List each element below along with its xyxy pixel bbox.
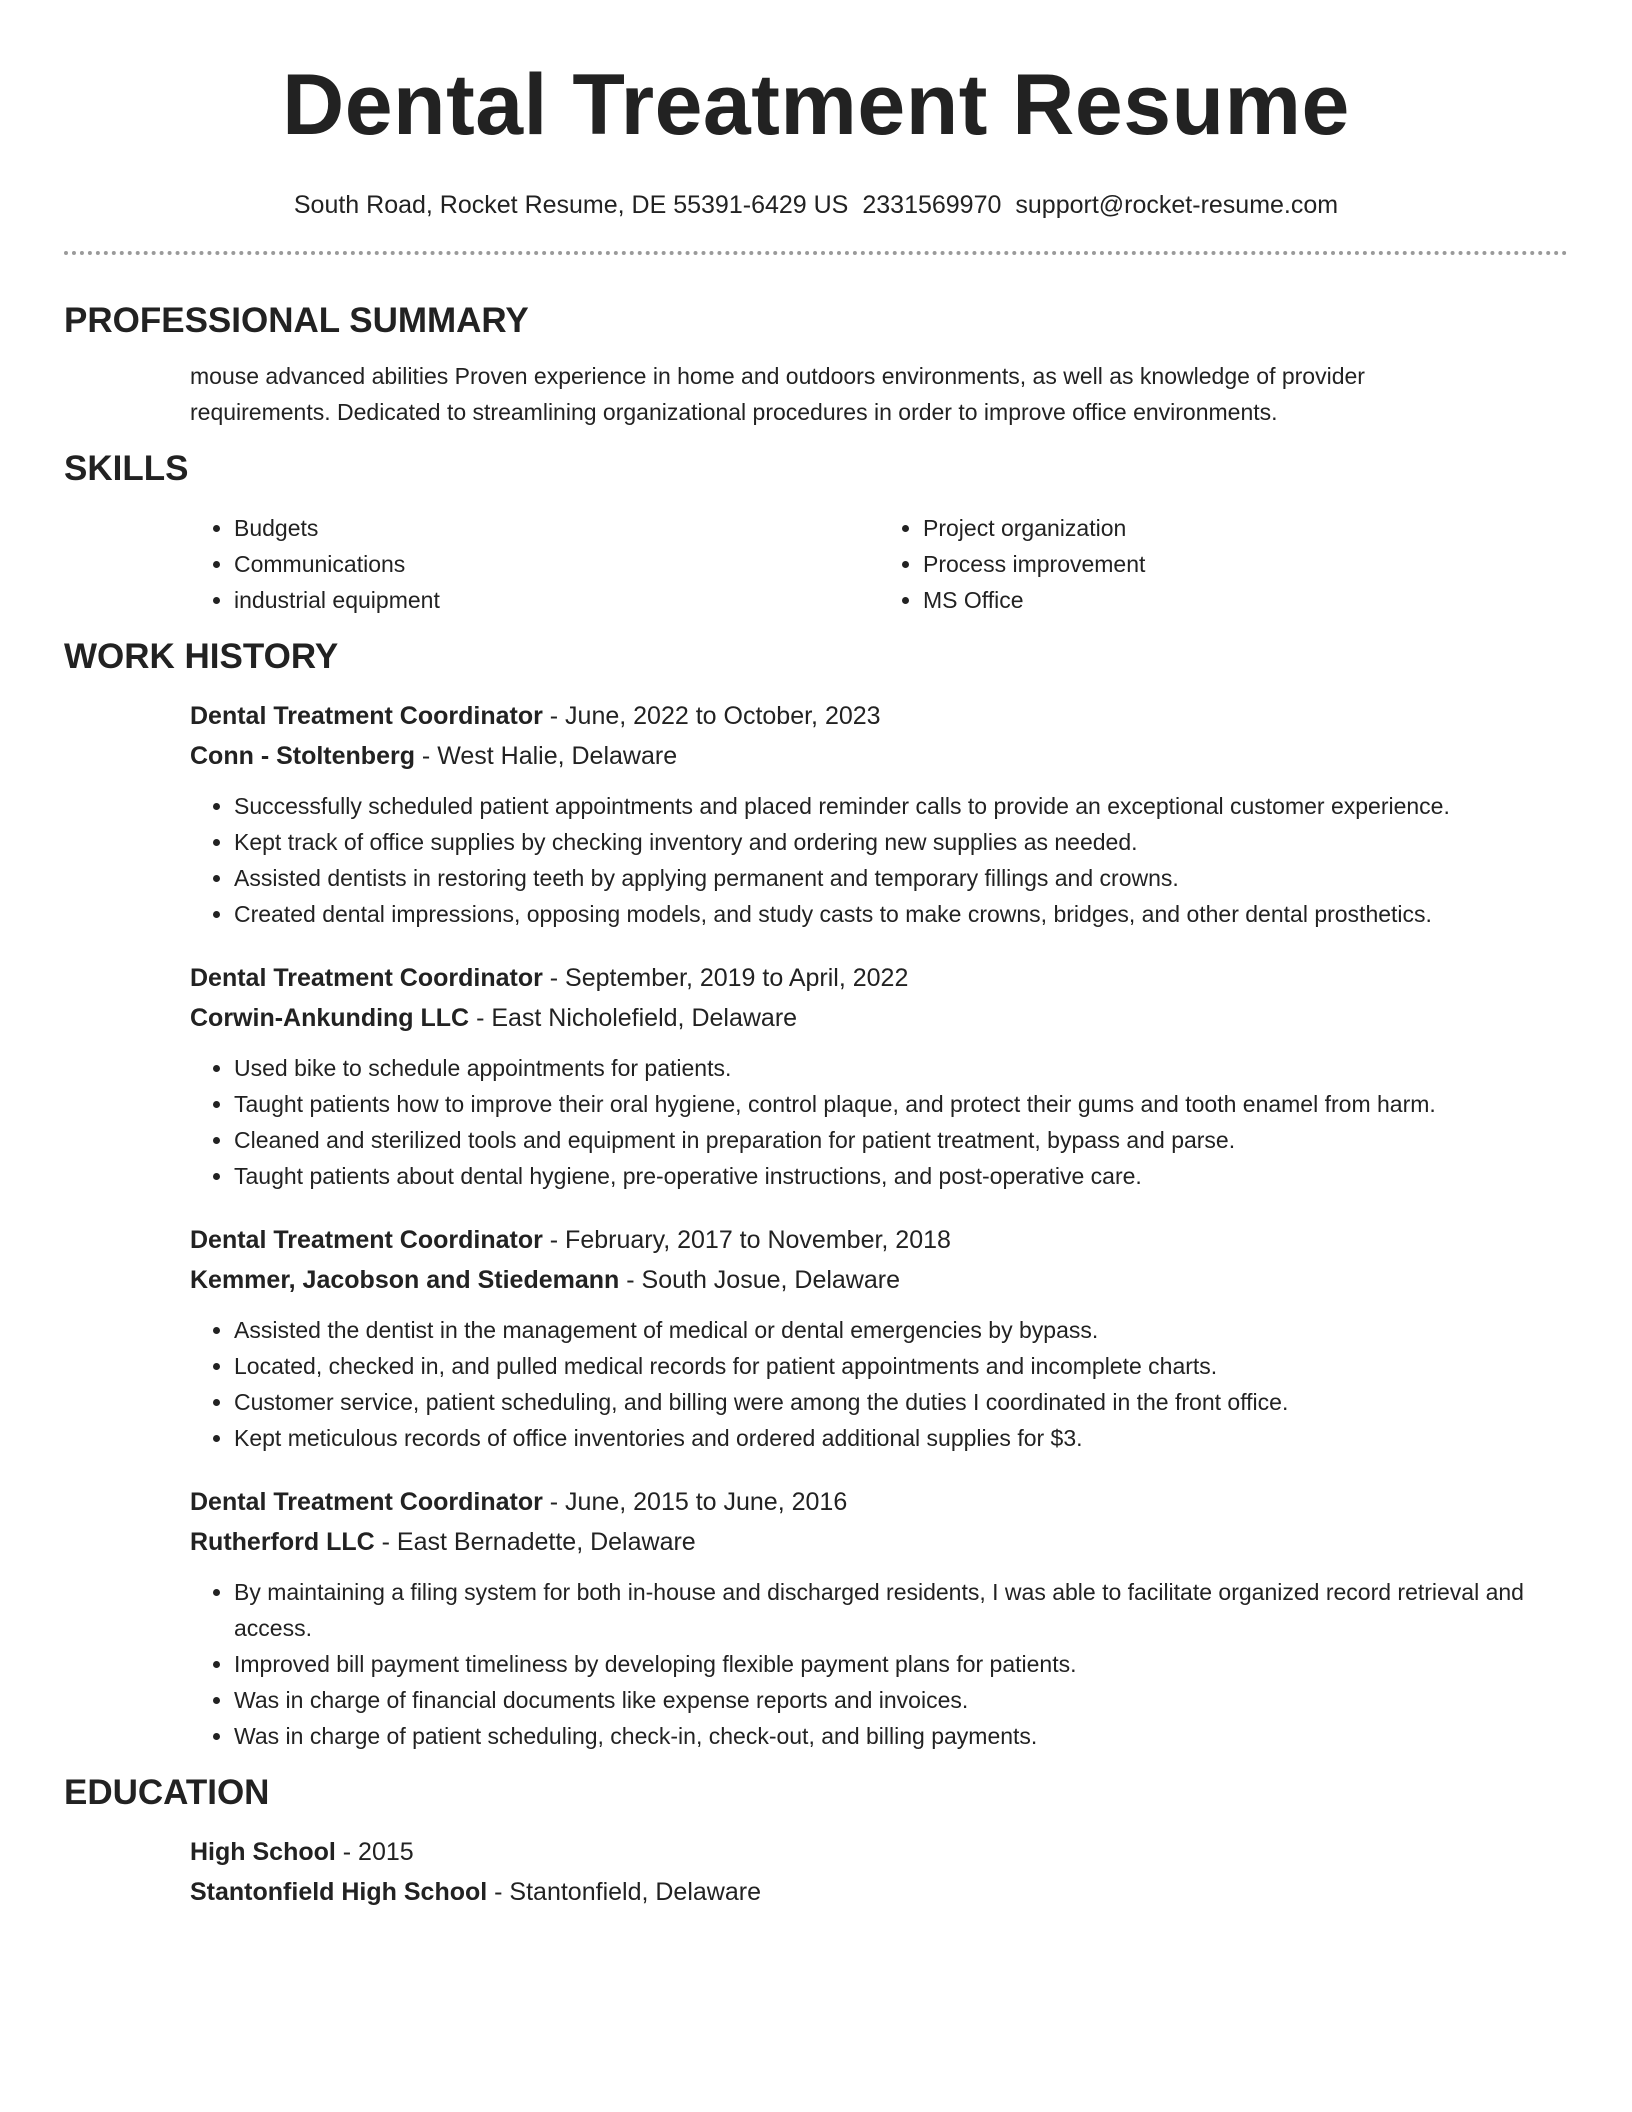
- job-duties: [190, 1050, 1568, 1194]
- job-title: Dental Treatment Coordinator: [190, 1488, 543, 1516]
- skills-list: [190, 510, 1568, 618]
- job-location: - East Nicholefield, Delaware: [469, 1004, 798, 1032]
- job-location: - East Bernadette, Delaware: [374, 1528, 696, 1556]
- job-title: Dental Treatment Coordinator: [190, 702, 543, 730]
- contact-address: South Road, Rocket Resume, DE 55391-6429 US: [293, 191, 849, 219]
- job-dates: - February, 2017 to November, 2018: [542, 1226, 951, 1254]
- job-title: Dental Treatment Coordinator: [190, 964, 543, 992]
- job-company: Corwin-Ankunding LLC: [190, 1004, 470, 1032]
- skills-heading: SKILLS: [64, 449, 189, 488]
- duty-item: • Kept meticulous records of office inventories and ordered additional supplies for $3.: [234, 1420, 1568, 1456]
- job-title-line: [190, 958, 1568, 998]
- job-title-line: [190, 1482, 1568, 1522]
- contact-email: support@rocket-resume.com: [1015, 191, 1339, 219]
- duty-item: • Created dental impressions, opposing models, and study casts to make crowns, bridges, and other dental prosthetics.: [234, 896, 1568, 932]
- job-company-line: [190, 998, 1568, 1038]
- summary-text: mouse advanced abilities Proven experience in home and outdoors environments, as well as knowledge of provider requirements. Dedicated to streamlining organizational procedures in order to improve office environments.: [190, 363, 1365, 425]
- education-entry: [190, 1832, 1568, 1912]
- school-location: - Stantonfield, Delaware: [487, 1878, 761, 1906]
- duty-item: • Customer service, patient scheduling, and billing were among the duties I coordinated in the front office.: [234, 1384, 1568, 1420]
- skill-item: • Communications: [234, 546, 879, 582]
- work-history-section: [64, 632, 1568, 1754]
- job-company-line: [190, 1260, 1568, 1300]
- job-company: Kemmer, Jacobson and Stiedemann: [190, 1266, 620, 1294]
- contact-line: [64, 188, 1568, 222]
- job-dates: - June, 2015 to June, 2016: [542, 1488, 848, 1516]
- job-dates: - September, 2019 to April, 2022: [542, 964, 909, 992]
- job-location: - South Josue, Delaware: [619, 1266, 900, 1294]
- job-title-line: [190, 696, 1568, 736]
- contact-phone: 2331569970: [862, 191, 1002, 219]
- job-duties: [190, 788, 1568, 932]
- duty-item: • Was in charge of patient scheduling, check-in, check-out, and billing payments.: [234, 1718, 1568, 1754]
- header-divider: [64, 251, 1568, 255]
- job-location: - West Halie, Delaware: [414, 742, 678, 770]
- duty-item: • Was in charge of financial documents like expense reports and invoices.: [234, 1682, 1568, 1718]
- duty-item: • Kept track of office supplies by checking inventory and ordering new supplies as needed.: [234, 824, 1568, 860]
- graduation-year: - 2015: [335, 1838, 414, 1866]
- summary-section: [64, 296, 1568, 430]
- skills-column-left: [190, 510, 879, 618]
- job-company-line: [190, 1522, 1568, 1562]
- job-duties: [190, 1312, 1568, 1456]
- degree: High School: [190, 1838, 336, 1866]
- job-dates: - June, 2022 to October, 2023: [542, 702, 881, 730]
- duty-item: • Used bike to schedule appointments for patients.: [234, 1050, 1568, 1086]
- work-history-heading: WORK HISTORY: [64, 637, 339, 676]
- job-entry: [190, 1482, 1568, 1754]
- skills-section: [64, 444, 1568, 618]
- job-company: Rutherford LLC: [190, 1528, 375, 1556]
- duty-item: • Cleaned and sterilized tools and equipment in preparation for patient treatment, bypass and parse.: [234, 1122, 1568, 1158]
- duty-item: • Assisted dentists in restoring teeth by applying permanent and temporary fillings and crowns.: [234, 860, 1568, 896]
- education-heading: EDUCATION: [64, 1773, 270, 1812]
- duty-item: • Taught patients how to improve their oral hygiene, control plaque, and protect their gums and tooth enamel from harm.: [234, 1086, 1568, 1122]
- duty-item: • Improved bill payment timeliness by developing flexible payment plans for patients.: [234, 1646, 1568, 1682]
- job-entry: [190, 958, 1568, 1194]
- job-duties: [190, 1574, 1568, 1754]
- skill-item: • Process improvement: [923, 546, 1568, 582]
- school-line: [190, 1872, 1568, 1912]
- duty-item: • Taught patients about dental hygiene, pre-operative instructions, and post-operative care.: [234, 1158, 1568, 1194]
- job-title: Dental Treatment Coordinator: [190, 1226, 543, 1254]
- duty-item: • Assisted the dentist in the management of medical or dental emergencies by bypass.: [234, 1312, 1568, 1348]
- duty-item: • By maintaining a filing system for both in-house and discharged residents, I was able to facilitate organized record retrieval and access.: [234, 1574, 1568, 1646]
- resume-header: [64, 50, 1568, 222]
- skill-item: • Budgets: [234, 510, 879, 546]
- skills-column-right: [879, 510, 1568, 618]
- summary-heading: PROFESSIONAL SUMMARY: [64, 301, 529, 340]
- job-company: Conn - Stoltenberg: [190, 742, 415, 770]
- resume-body: [64, 296, 1568, 1926]
- education-section: [64, 1768, 1568, 1912]
- skill-item: • Project organization: [923, 510, 1568, 546]
- duty-item: • Located, checked in, and pulled medical records for patient appointments and incomplete charts.: [234, 1348, 1568, 1384]
- job-entry: [190, 696, 1568, 932]
- resume-title: Dental Treatment Resume: [282, 57, 1350, 153]
- job-title-line: [190, 1220, 1568, 1260]
- skill-item: • MS Office: [923, 582, 1568, 618]
- job-company-line: [190, 736, 1568, 776]
- degree-line: [190, 1832, 1568, 1872]
- skill-item: • industrial equipment: [234, 582, 879, 618]
- school-name: Stantonfield High School: [190, 1878, 488, 1906]
- duty-item: • Successfully scheduled patient appointments and placed reminder calls to provide an exceptional customer experience.: [234, 788, 1568, 824]
- job-entry: [190, 1220, 1568, 1456]
